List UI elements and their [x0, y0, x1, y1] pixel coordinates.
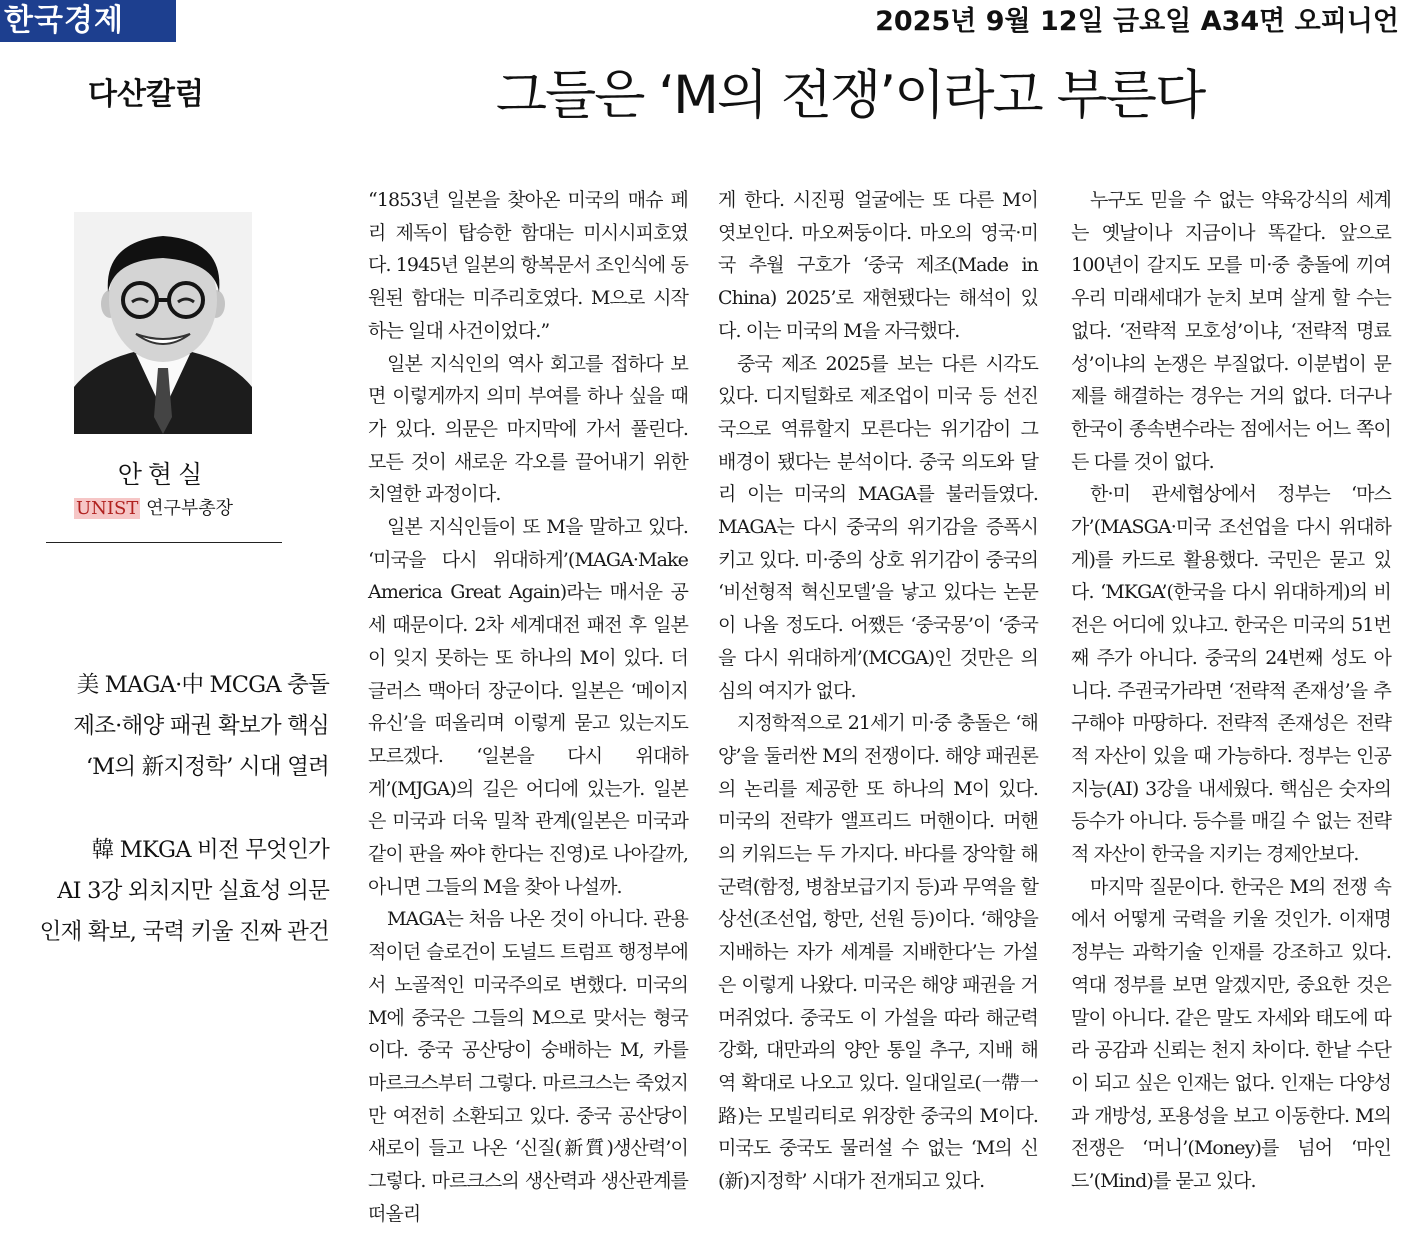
- body-column-2: [718, 184, 1038, 1198]
- body-paragraph: 한·미 관세협상에서 정부는 ‘마스가’(MASGA·미국 조선업을 다시 위대하게)를 카드로 활용했다. 국민은 묻고 있다. ‘MKGA’(한국을 다시 위대하게)의 비전은 어디에 있냐고. 한국은 미국의 51번째 주가 아니다. 중국의 24번째 성도 아니다. 주권국가라면 ‘전략적 존재성’을 추구해야 마땅하다. 전략적 존재성은 전략적 자산이 있을 때 가능하다. 정부는 인공지능(AI) 3강을 내세웠다. 핵심은 숫자의 등수가 아니다. 등수를 매길 수 없는 전략적 자산이 한국을 지키는 경제안보다.: [1071, 483, 1391, 866]
- newspaper-logo: 한국경제: [0, 0, 176, 42]
- dateline: 2025년 9월 12일 금요일 A34면 오피니언: [875, 6, 1399, 37]
- summary-line: 韓 MKGA 비전 무엇인가: [91, 837, 329, 863]
- column-name: 다산칼럼: [88, 77, 204, 112]
- author-organization: UNIST: [76, 498, 139, 519]
- summary-line: 美 MAGA·中 MCGA 충돌: [76, 672, 329, 698]
- body-column-3: [1071, 184, 1391, 1198]
- author-name: 안현실: [117, 460, 209, 489]
- body-paragraph: 지정학적으로 21세기 미·중 충돌은 ‘해양’을 둘러싼 M의 전쟁이다. 해양 패권론의 논리를 제공한 또 하나의 M이 있다. 미국의 전략가 앨프리드 머핸이다. 머핸의 키워드는 두 가지다. 바다를 장악할 해군력(함정, 병참보급기지 등)과 무역을 할 상선(조선업, 항만, 선원 등)이다. ‘해양을 지배하는 자가 세계를 지배한다’는 가설은 이렇게 나왔다. 미국은 해양 패권을 거머쥐었다. 중국도 이 가설을 따라 해군력 강화, 대만과의 양안 통일 추구, 지배 해역 확대로 나오고 있다. 일대일로(一帶一路)는 모빌리티로 위장한 중국의 M이다. 미국도 중국도 물러설 수 없는 ‘M의 신(新)지정학’ 시대가 전개되고 있다.: [718, 712, 1038, 1193]
- summary-line: 제조·해양 패권 확보가 핵심: [73, 713, 329, 739]
- body-paragraph: “1853년 일본을 찾아온 미국의 매슈 페리 제독이 탑승한 함대는 미시시피호였다. 1945년 일본의 항복문서 조인식에 동원된 함대는 미주리호였다. M으로 시작하는 일대 사건이었다.”: [368, 189, 688, 342]
- body-column-1: [368, 184, 688, 1231]
- body-paragraph: 일본 지식인들이 또 M을 말하고 있다. ‘미국을 다시 위대하게’(MAGA·Make America Great Again)라는 매서운 공세 때문이다. 2차 세계대전 패전 후 일본이 잊지 못하는 또 하나의 M이 있다. 더글러스 맥아더 장군이다. 일본은 ‘메이지 유신’을 떠올리며 이렇게 묻고 있는지도 모르겠다. ‘일본을 다시 위대하게’(MJGA)의 길은 어디에 있는가. 일본은 미국과 더욱 밀착 관계(일본은 미국과 같이 판을 짜야 한다는 진영)로 나아갈까, 아니면 그들의 M을 찾아 나설까.: [368, 516, 688, 898]
- summary-block-2: [40, 830, 329, 953]
- author-role: 연구부총장: [146, 498, 234, 519]
- body-paragraph: 게 한다. 시진핑 얼굴에는 또 다른 M이 엿보인다. 마오쩌둥이다. 마오의 영국·미국 추월 구호가 ‘중국 제조(Made in China) 2025’로 재현됐다는 해석이 있다. 이는 미국의 M을 자극했다.: [718, 189, 1038, 342]
- summary-line: AI 3강 외치지만 실효성 의문: [57, 878, 329, 904]
- author-photo: [74, 212, 252, 434]
- body-paragraph: 누구도 믿을 수 없는 약육강식의 세계는 옛날이나 지금이나 똑같다. 앞으로 100년이 갈지도 모를 미·중 충돌에 끼여 우리 미래세대가 눈치 보며 살게 할 수는 없다. ‘전략적 모호성’이냐, ‘전략적 명료성’이냐의 논쟁은 부질없다. 이분법이 문제를 해결하는 경우는 거의 없다. 더구나 한국이 종속변수라는 점에서는 어느 쪽이든 다를 것이 없다.: [1071, 189, 1391, 473]
- body-paragraph: 마지막 질문이다. 한국은 M의 전쟁 속에서 어떻게 국력을 키울 것인가. 이재명 정부는 과학기술 인재를 강조하고 있다. 역대 정부를 보면 알겠지만, 중요한 것은 말이 아니다. 같은 말도 자세와 태도에 따라 공감과 신뢰는 천지 차이다. 한낱 수단이 되고 싶은 인재는 없다. 인재는 다양성과 개방성, 포용성을 보고 이동한다. M의 전쟁은 ‘머니’(Money)를 넘어 ‘마인드’(Mind)를 묻고 있다.: [1071, 875, 1391, 1193]
- body-paragraph: MAGA는 처음 나온 것이 아니다. 관용적이던 슬로건이 도널드 트럼프 행정부에서 노골적인 미국주의로 변했다. 미국의 M에 중국은 그들의 M으로 맞서는 형국이다. 중국 공산당이 숭배하는 M, 카를 마르크스부터 그렇다. 마르크스는 죽었지만 여전히 소환되고 있다. 중국 공산당이 새로이 들고 나온 ‘신질(新質)생산력’이 그렇다. 마르크스의 생산력과 생산관계를 떠올리: [368, 908, 688, 1225]
- author-portrait-image: [74, 212, 252, 434]
- divider-rule: [46, 542, 282, 543]
- author-affiliation: [74, 496, 274, 522]
- headline: 그들은 ‘M의 전쟁’이라고 부른다: [495, 65, 1205, 126]
- body-paragraph: 일본 지식인의 역사 회고를 접하다 보면 이렇게까지 의미 부여를 하나 싶을 때가 있다. 의문은 마지막에 가서 풀린다. 모든 것이 새로운 각오를 끌어내기 위한 치열한 과정이다.: [368, 352, 688, 506]
- summary-line: 인재 확보, 국력 키울 진짜 관건: [39, 919, 329, 945]
- body-paragraph: 중국 제조 2025를 보는 다른 시각도 있다. 디지털화로 제조업이 미국 등 선진국으로 역류할지 모른다는 위기감이 그 배경이 됐다는 분석이다. 중국 의도와 달리 이는 미국의 MAGA를 불러들였다. MAGA는 다시 중국의 위기감을 증폭시키고 있다. 미·중의 상호 위기감이 중국의 ‘비선형적 혁신모델’을 낳고 있다는 논문이 나올 정도다. 어쨌든 ‘중국몽’이 ‘중국을 다시 위대하게’(MCGA)인 것만은 의심의 여지가 없다.: [718, 352, 1038, 702]
- summary-line: ‘M의 新지정학’ 시대 열려: [85, 754, 329, 780]
- summary-block-1: [73, 665, 329, 788]
